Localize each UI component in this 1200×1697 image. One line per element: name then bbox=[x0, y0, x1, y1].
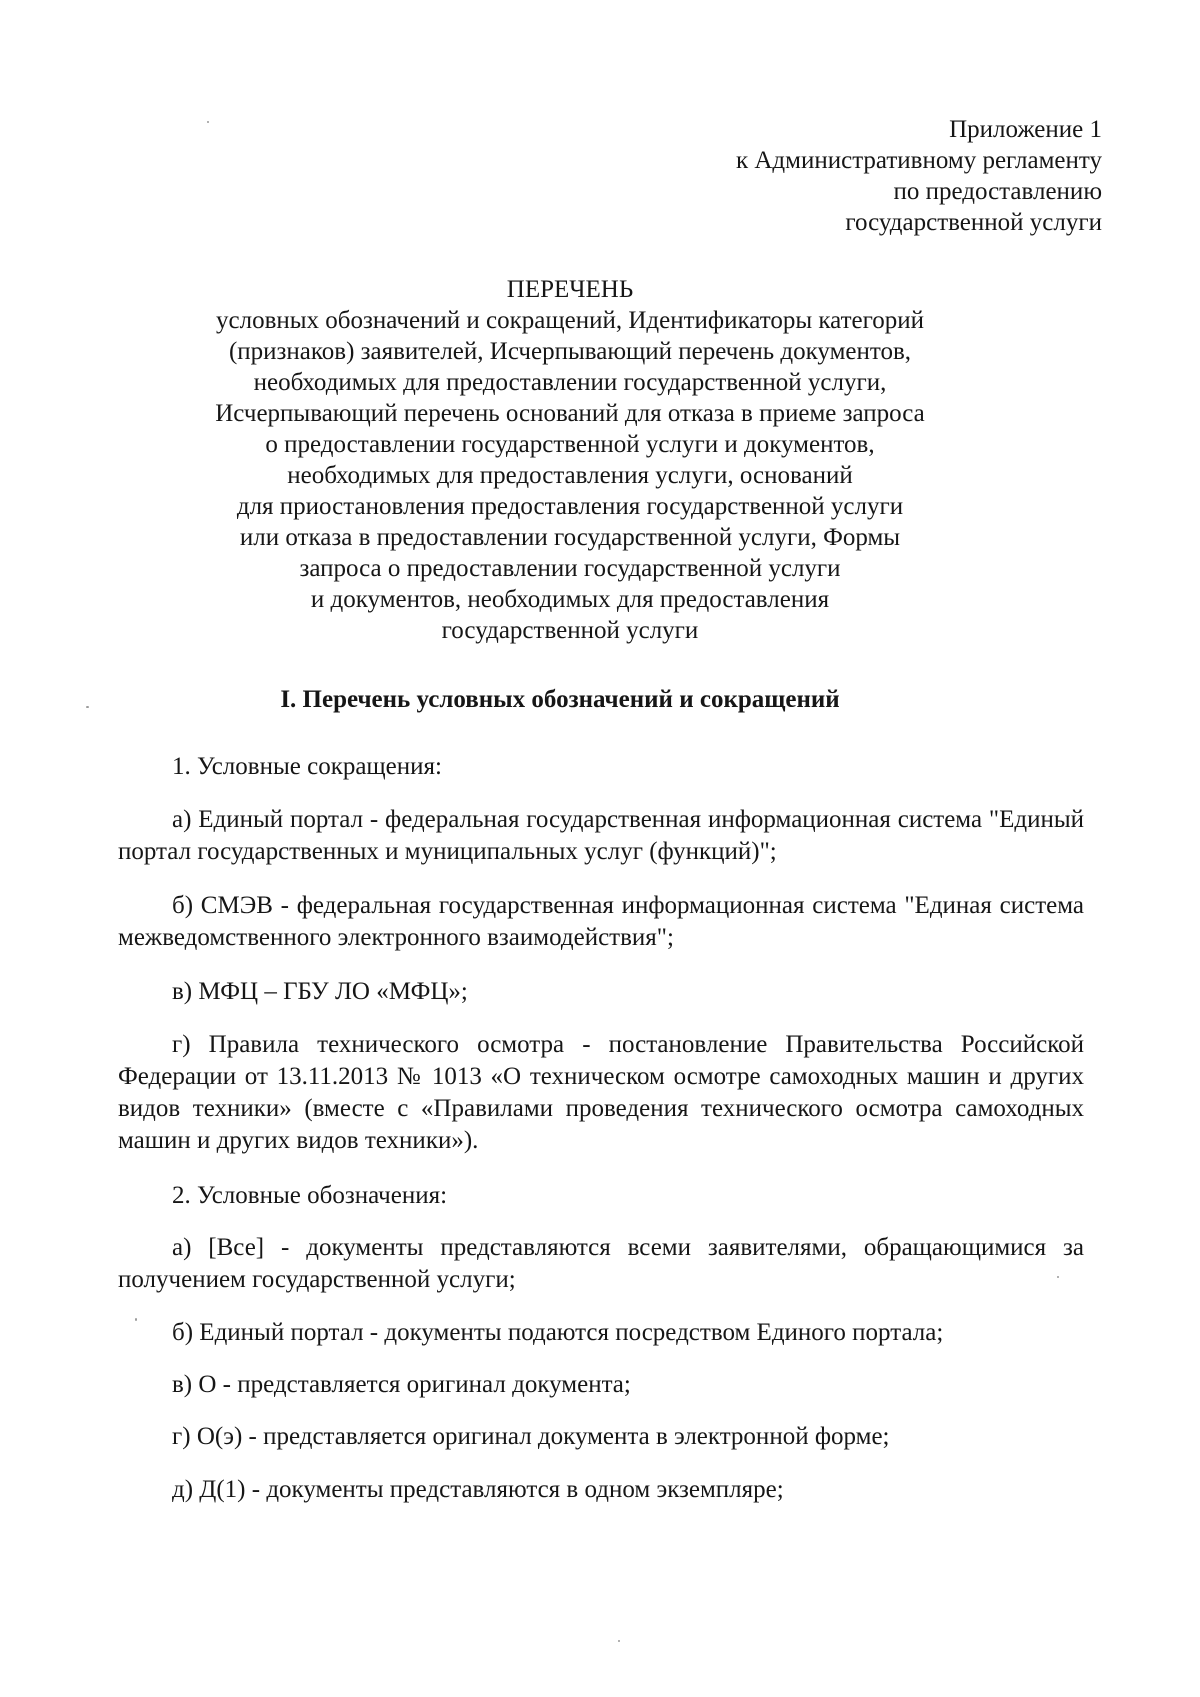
title-line: Исчерпывающий перечень оснований для отказа в приеме запроса bbox=[215, 400, 925, 427]
document-title bbox=[150, 274, 990, 646]
appendix-reference bbox=[736, 114, 1102, 238]
section-heading: I. Перечень условных обозначений и сокращений bbox=[280, 686, 840, 713]
appendix-line-3: по предоставлению bbox=[893, 178, 1102, 205]
title-line: (признаков) заявителей, Исчерпывающий перечень документов, bbox=[228, 338, 912, 365]
symbol-item-a: а) [Все] - документы представляются всеми заявителями, обращающимися за получением государственной услуги; bbox=[118, 1234, 1084, 1293]
title-line: о предоставлении государственной услуги и документов, bbox=[265, 431, 875, 458]
scan-speck bbox=[135, 1318, 137, 1321]
title-line: запроса о предоставлении государственной услуги bbox=[299, 555, 841, 582]
abbreviation-item-g: г) Правила технического осмотра - постановление Правительства Российской Федерации от 13.11.2013 № 1013 «О техническом осмотре самоходных машин и других видов техники» (вместе с «Правилами проведения технического осмотра самоходных машин и других видов техники»). bbox=[118, 1031, 1084, 1154]
appendix-line-2: к Административному регламенту bbox=[735, 147, 1102, 174]
scan-speck bbox=[86, 706, 89, 708]
title-heading: ПЕРЕЧЕНЬ bbox=[506, 276, 634, 303]
appendix-line-1: Приложение 1 bbox=[949, 116, 1102, 143]
symbols-title: 2. Условные обозначения: bbox=[172, 1182, 448, 1209]
title-line: государственной услуги bbox=[441, 617, 699, 644]
title-line: для приостановления предоставления государственной услуги bbox=[236, 493, 904, 520]
scan-speck bbox=[207, 121, 209, 123]
abbreviation-item-a: а) Единый портал - федеральная государственная информационная система "Единый портал государственных и муниципальных услуг (функций)"; bbox=[118, 806, 1084, 865]
abbreviation-item-b: б) СМЭВ - федеральная государственная информационная система "Единая система межведомственного электронного взаимодействия"; bbox=[118, 892, 1084, 951]
scan-speck bbox=[618, 1640, 620, 1642]
abbreviation-item-v: в) МФЦ – ГБУ ЛО «МФЦ»; bbox=[172, 978, 468, 1005]
abbreviations-title: 1. Условные сокращения: bbox=[172, 753, 442, 780]
title-line: и документов, необходимых для предоставления bbox=[310, 586, 830, 613]
title-line: или отказа в предоставлении государственной услуги, Формы bbox=[239, 524, 901, 551]
appendix-line-4: государственной услуги bbox=[845, 209, 1102, 236]
symbol-item-g: г) О(э) - представляется оригинал документа в электронной форме; bbox=[172, 1423, 890, 1450]
title-line: условных обозначений и сокращений, Идентификаторы категорий bbox=[216, 307, 924, 334]
symbol-item-b: б) Единый портал - документы подаются посредством Единого портала; bbox=[172, 1319, 944, 1346]
title-line: необходимых для предоставления услуги, оснований bbox=[287, 462, 853, 489]
symbol-item-d: д) Д(1) - документы представляются в одном экземпляре; bbox=[172, 1476, 784, 1503]
symbol-item-v: в) О - представляется оригинал документа; bbox=[172, 1371, 631, 1398]
title-line: необходимых для предоставлении государственной услуги, bbox=[253, 369, 887, 396]
scan-speck bbox=[1057, 1276, 1059, 1278]
